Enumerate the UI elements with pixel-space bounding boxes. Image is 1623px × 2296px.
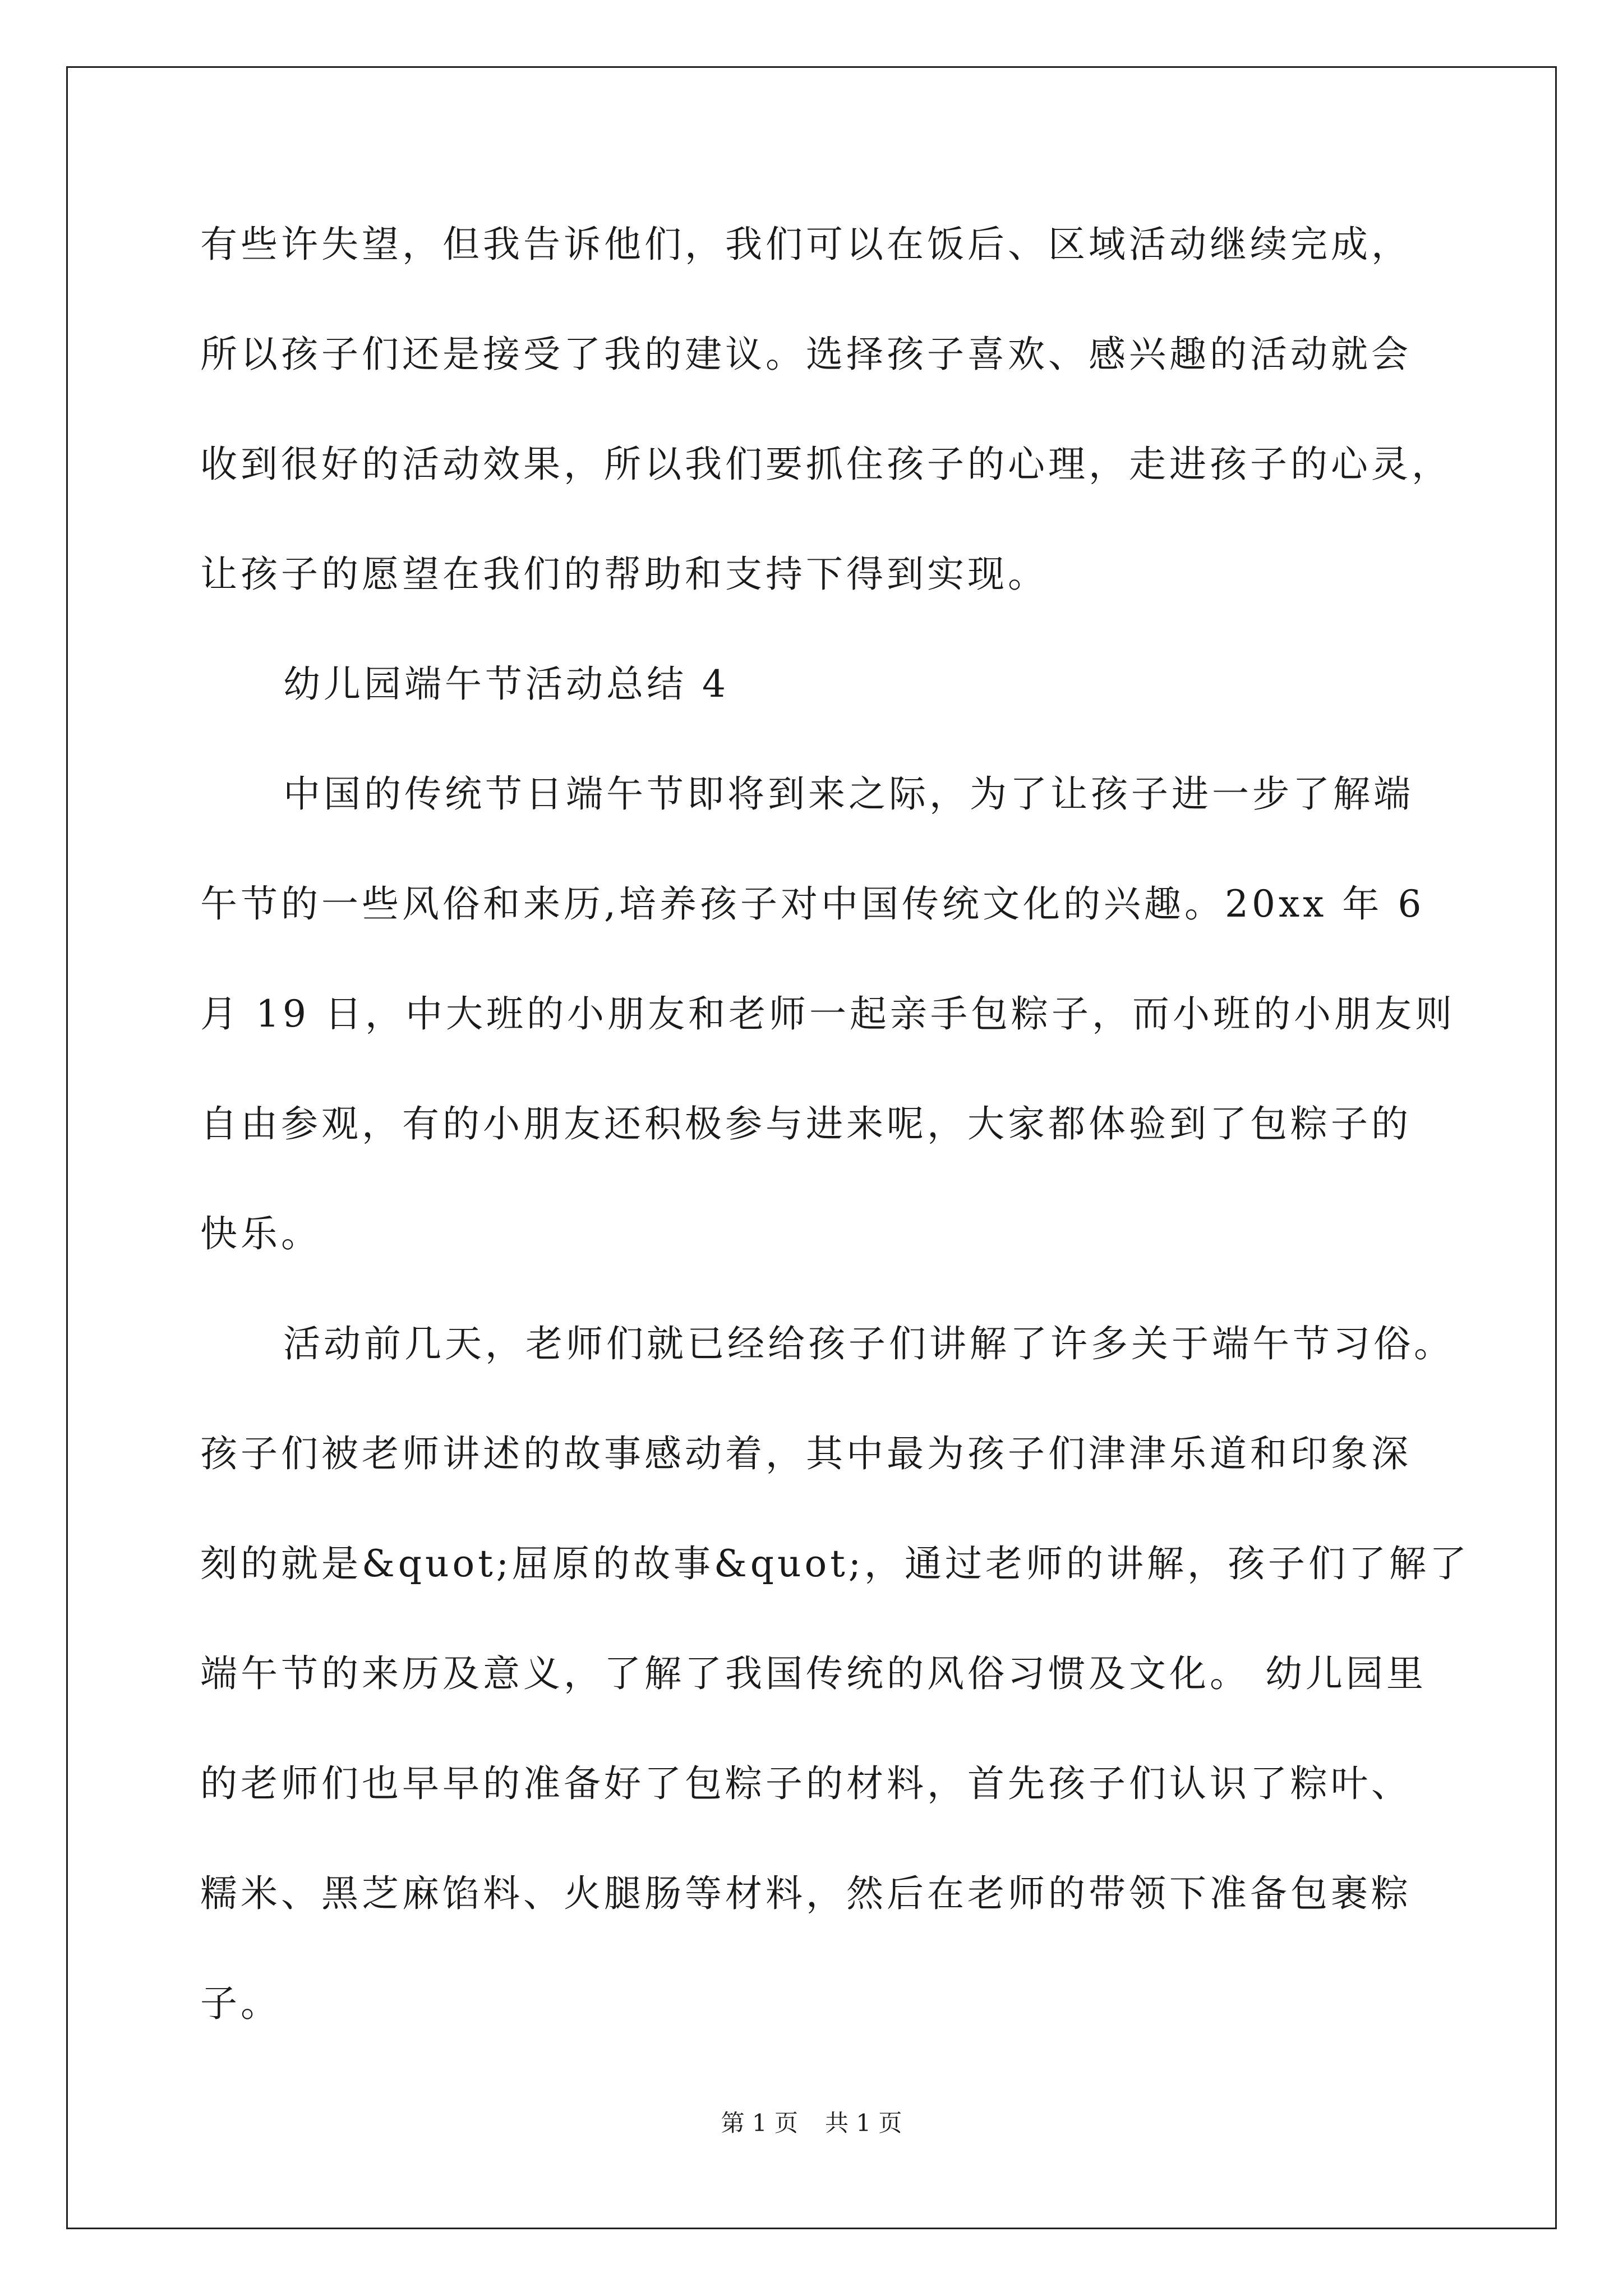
text-line-15: 的老师们也早早的准备好了包粽子的材料，首先孩子们认识了粽叶、 [200,1762,1412,1805]
page-number-total: 共 1 页 [825,2109,902,2137]
text-line-10: 快乐。 [200,1212,321,1255]
text-line-8: 月 19 日，中大班的小朋友和老师一起亲手包粽子，而小班的小朋友则 [200,992,1455,1036]
text-line-16: 糯米、黑芝麻馅料、火腿肠等材料，然后在老师的带领下准备包裹粽 [200,1872,1412,1915]
text-line-6: 中国的传统节日端午节即将到来之际，为了让孩子进一步了解端 [283,772,1414,816]
text-line-4: 让孩子的愿望在我们的帮助和支持下得到实现。 [200,553,1048,596]
text-line-7: 午节的一些风俗和来历,培养孩子对中国传统文化的兴趣。20xx 年 6 [200,882,1425,926]
text-line-13: 刻的就是&quot;屈原的故事&quot;，通过老师的讲解，孩子们了解了 [200,1542,1470,1585]
text-line-1: 有些许失望，但我告诉他们，我们可以在饭后、区域活动继续完成， [200,223,1412,266]
text-line-12: 孩子们被老师讲述的故事感动着，其中最为孩子们津津乐道和印象深 [200,1432,1412,1475]
page-footer [0,2109,1623,2137]
page-number-current: 第 1 页 [721,2109,798,2137]
text-line-17: 子。 [200,1982,281,2025]
text-line-3: 收到很好的活动效果，所以我们要抓住孩子的心理，走进孩子的心灵， [200,443,1452,486]
section-heading: 幼儿园端午节活动总结 4 [283,662,729,706]
text-line-9: 自由参观，有的小朋友还积极参与进来呢，大家都体验到了包粽子的 [200,1102,1412,1145]
text-line-2: 所以孩子们还是接受了我的建议。选择孩子喜欢、感兴趣的活动就会 [200,333,1412,376]
text-line-11: 活动前几天，老师们就已经给孩子们讲解了许多关于端午节习俗。 [283,1322,1454,1365]
text-line-14: 端午节的来历及意义，了解了我国传统的风俗习惯及文化。 幼儿园里 [200,1652,1427,1695]
